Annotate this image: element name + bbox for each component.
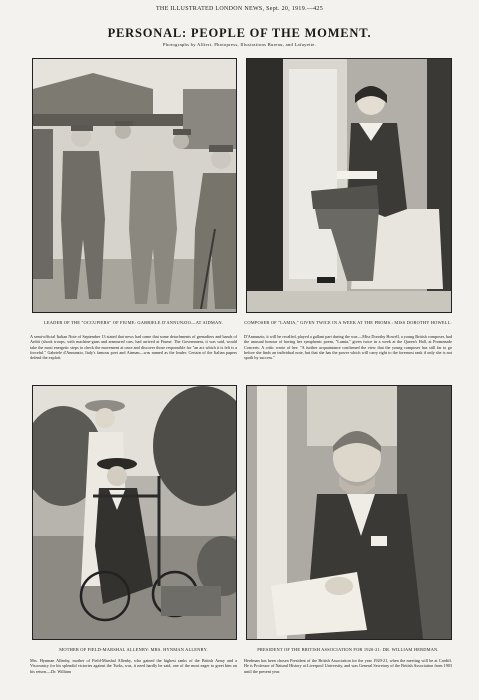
photo-dannunzio-image	[33, 59, 236, 312]
article-william-herdman-text: Herdman has been chosen President of the British Association for the year 1920-21, when the meeting will be at Cardiff. He is Professor of Natural History at Liverpool University, and was General Secretary of the British Association from 1903 until the present year.	[244, 658, 452, 674]
caption-mrs-allenby: MOTHER OF FIELD-MARSHAL ALLENBY: MRS. HYNMAN ALLENBY.	[59, 647, 208, 652]
photo-credits: Photographs by Alfieri, Photopress, Illustrations Bureau, and Lafayette.	[162, 42, 317, 47]
masthead: THE ILLUSTRATED LONDON NEWS, Sept. 20, 1919.—425	[155, 6, 324, 12]
photo-mrs-allenby	[32, 385, 237, 640]
photo-dannunzio	[32, 58, 237, 313]
caption-dannunzio: LEADER OF THE "OCCUPIERS" OF FIUME: GABRIELE D'ANNUNZIO—AT AIDMAN.	[43, 320, 223, 325]
photo-dorothy-howell	[246, 58, 452, 313]
photo-dorothy-howell-image	[247, 59, 451, 312]
article-mrs-allenby-text: Mrs. Hynman Allenby, mother of Field-Marshal Allenby, who gained the highest ranks of the British Army and a Viscountcy for his splendid victories against the Turks, was, it need hardly be said, one of the most eager to greet him on his return.—Dr. William	[30, 658, 237, 674]
photo-william-herdman	[246, 385, 452, 640]
photo-william-herdman-image	[247, 386, 451, 639]
caption-dorothy-howell: COMPOSER OF "LAMIA," GIVEN TWICE IN A WEEK AT THE PROMS.: MISS DOROTHY HOWELL.	[244, 320, 452, 325]
article-dorothy-howell-text: D'Annunzio, it will be recalled, played a gallant part during the war.—Miss Dorothy Howell, a young British composer, had the unusual honour of having her symphonic poem, "Lamia," given twice in a week at the Queen's Hall, at Promenade Concerts. A critic wrote of her: "A further acquaintance confirmed the view that the young composer has still far to go before she finds an individual note, but that she has the power which will carry right to the foremost rank if only she is not spoilt by success."	[244, 334, 452, 361]
article-dannunzio-text: A semi-official Italian Note of September 13 stated that news had come that some detachments of grenadiers and bands of Arditi (shock troops, with machine-guns and armoured cars, had arrived at Fiume. The Government, it was said, would take the most energetic steps to check the movement at once and discover those responsible for "an act which it is felt is a forceful." Gabriele d'Annunzio, Italy's famous poet and Airman—was named as the leader. Certain of the Italian papers defend the exploit.	[30, 334, 237, 361]
page-title: PERSONAL: PEOPLE OF THE MOMENT.	[107, 26, 372, 40]
photo-mrs-allenby-image	[33, 386, 236, 639]
caption-william-herdman: PRESIDENT OF THE BRITISH ASSOCIATION FOR 1920-21: DR. WILLIAM HERDMAN.	[257, 647, 439, 652]
